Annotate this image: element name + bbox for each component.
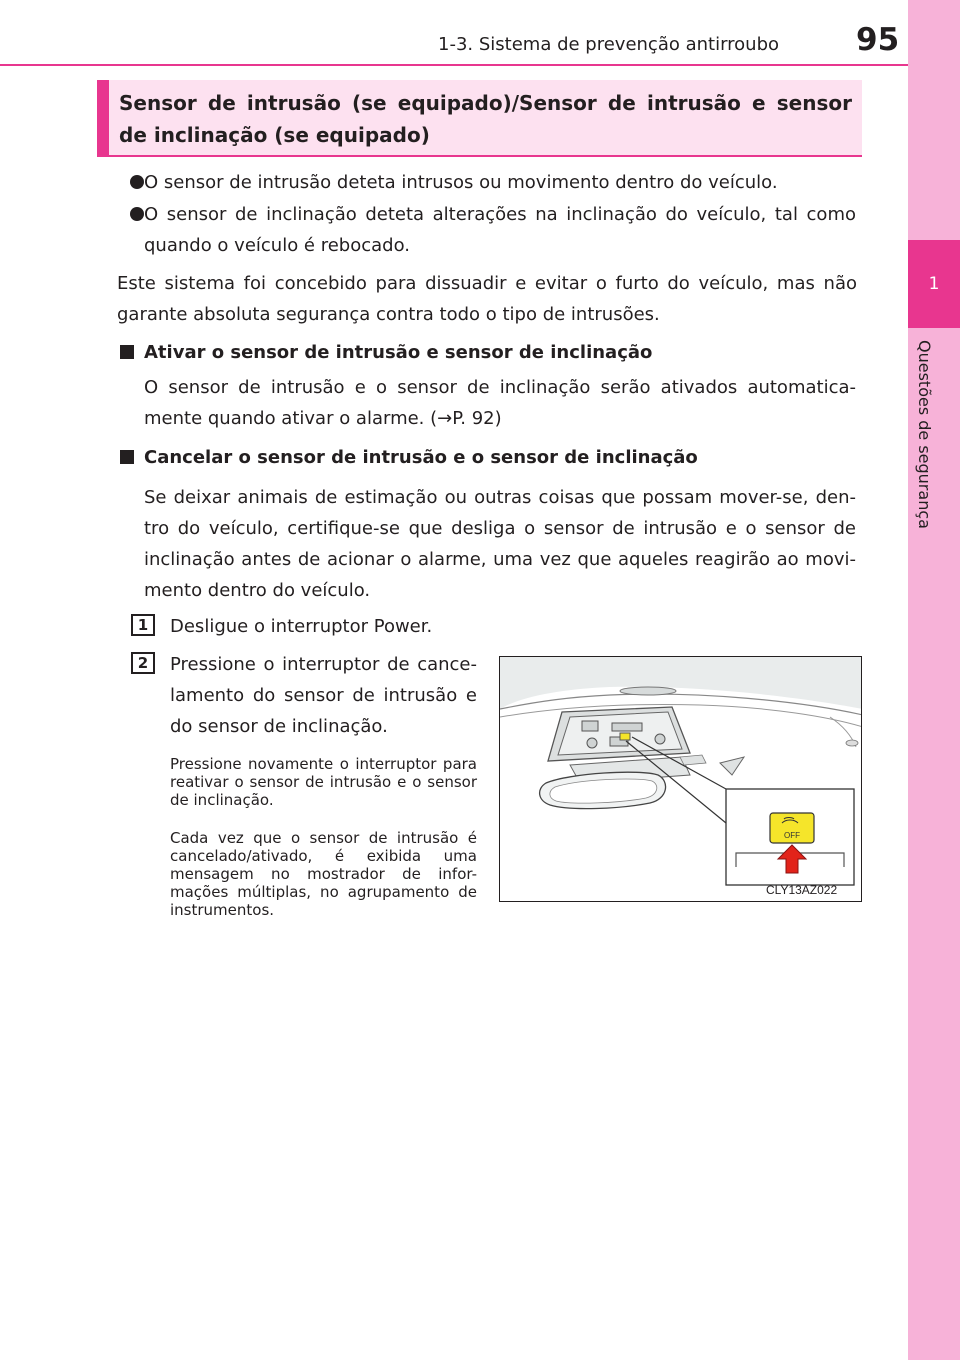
chapter-title: Questões de segurança — [915, 340, 934, 529]
step-text-1: Desligue o interruptor Power. — [170, 616, 433, 637]
bullet-icon — [130, 207, 144, 221]
overhead-console-drawing — [500, 657, 862, 902]
subsection-heading-1: Ativar o sensor de intrusão e sensor de inclinação — [144, 342, 653, 363]
section-title-box — [97, 80, 862, 157]
bullet-icon — [130, 175, 144, 189]
step-number-badge: 2 — [131, 652, 155, 674]
subsection-square-icon — [120, 450, 134, 464]
chapter-sidebar — [908, 0, 960, 1360]
note-2: Cada vez que o sensor de intrusão é cancelado/ativado, é exibida uma mensagem no mostrador de infor-mações múltiplas, no agrupamento de instrumentos. — [170, 829, 477, 919]
chapter-number-tab: 1 — [908, 240, 960, 328]
subsection-body-2: Se deixar animais de estimação ou outras coisas que possam mover-se, den-tro do veículo, certifique-se que desliga o sensor de intrusão e o sensor de inclinação antes de acionar o alarme, uma vez que aqueles reagirão ao movi-mento dentro do veículo. — [144, 487, 856, 601]
intro-paragraph: Este sistema foi concebido para dissuadir e evitar o furto do veículo, mas não garante absoluta segurança contra todo o tipo de intrusões. — [117, 273, 857, 325]
subsection-square-icon — [120, 345, 134, 359]
illustration-code: CLY13AZ022 — [766, 883, 838, 897]
section-title: Sensor de intrusão (se equipado)/Sensor de intrusão e sensor de inclinação (se equipado) — [119, 91, 852, 147]
subsection-body-1: O sensor de intrusão e o sensor de inclinação serão ativados automatica-mente quando ativar o alarme. (→P. 92) — [144, 377, 856, 429]
step-text-2: Pressione o interruptor de cance-lamento do sensor de intrusão e do sensor de inclinação. — [170, 654, 477, 737]
overhead-console-illustration — [499, 656, 862, 902]
subsection-heading-2: Cancelar o sensor de intrusão e o sensor de inclinação — [144, 447, 698, 468]
page-number: 95 — [856, 22, 900, 58]
running-head: 1-3. Sistema de prevenção antirroubo — [438, 34, 780, 55]
step-number-badge: 1 — [131, 614, 155, 636]
header-rule — [0, 64, 908, 66]
off-button-label: OFF — [784, 831, 800, 840]
note-1: Pressione novamente o interruptor para reativar o sensor de intrusão e o sensor de inclinação. — [170, 755, 477, 809]
bullet-text-2: O sensor de inclinação deteta alterações na inclinação do veículo, tal como quando o veículo é rebocado. — [144, 204, 856, 256]
bullet-text-1: O sensor de intrusão deteta intrusos ou movimento dentro do veículo. — [144, 172, 778, 193]
